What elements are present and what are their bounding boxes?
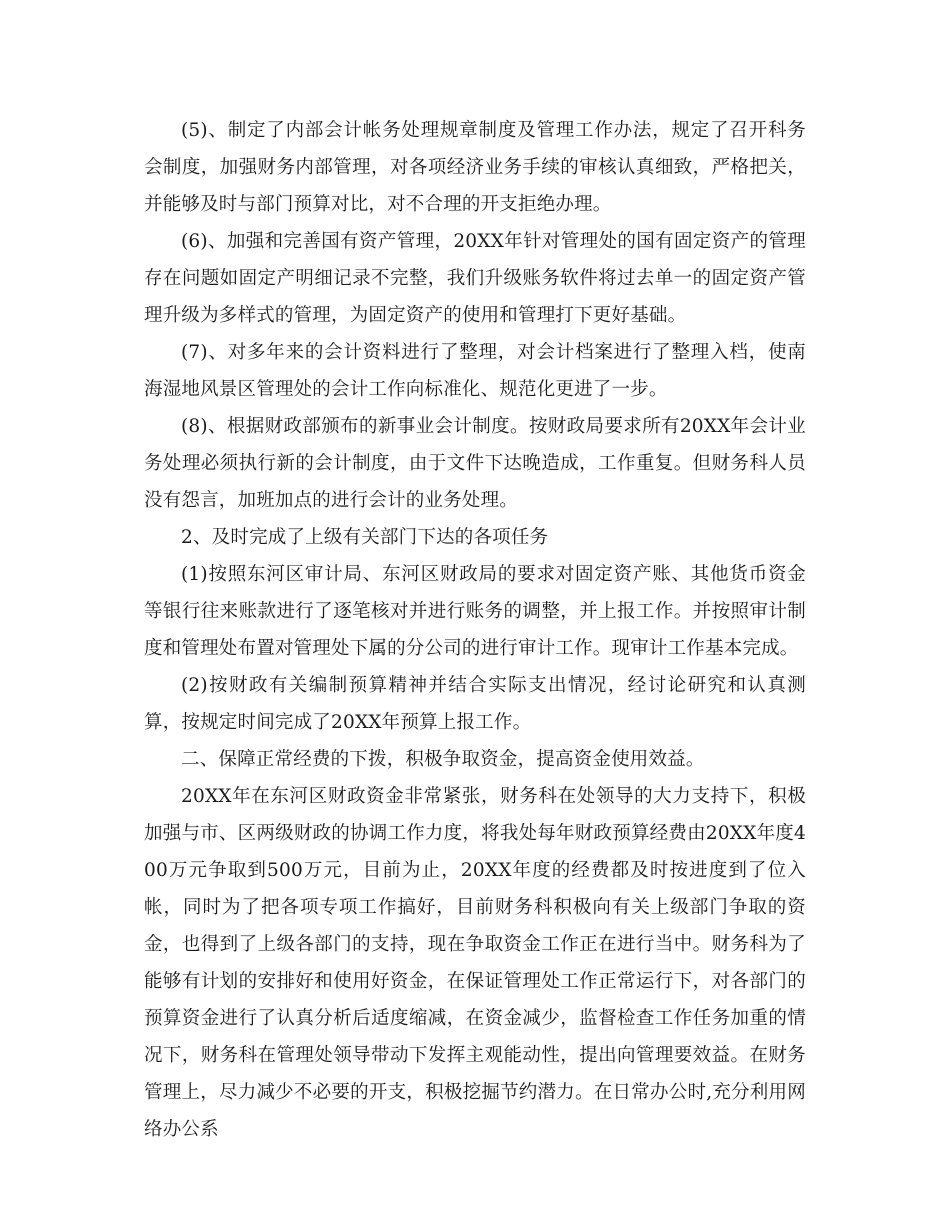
paragraph-item-5: (5)、制定了内部会计帐务处理规章制度及管理工作办法，规定了召开科务会制度，加强财务内部管理，对各项经济业务手续的审核认真细致，严格把关，并能够及时与部门预算对比，对不合理的开支拒绝办理。 <box>144 120 806 215</box>
paragraph-item-8: (8)、根据财政部颁布的新事业会计制度。按财政局要求所有20XX年会计业务处理必须执行新的会计制度，由于文件下达晚造成，工作重复。但财务科人员没有怨言，加班加点的进行会计的业务处理。 <box>144 416 806 511</box>
paragraph-item-7: (7)、对多年来的会计资料进行了整理，对会计档案进行了整理入档，使南海湿地风景区管理处的会计工作向标准化、规范化更进了一步。 <box>144 342 806 400</box>
paragraph-subitem-2: (2)按财政有关编制预算精神并结合实际支出情况，经讨论研究和认真测算，按规定时间完成了20XX年预算上报工作。 <box>144 675 806 733</box>
paragraph-subitem-1: (1)按照东河区审计局、东河区财政局的要求对固定资产账、其他货币资金等银行往来账款进行了逐笔核对并进行账务的调整，并上报工作。并按照审计制度和管理处布置对管理处下属的分公司的进行审计工作。现审计工作基本完成。 <box>144 564 806 659</box>
section-heading-two: 二、保障正常经费的下拨，积极争取资金，提高资金使用效益。 <box>181 749 705 770</box>
body-paragraph-funding: 20XX年在东河区财政资金非常紧张，财务科在处领导的大力支持下，积极加强与市、区两级财政的协调工作力度，将我处每年财政预算经费由20XX年度400万元争取到500万元，目前为止，20XX年度的经费都及时按进度到了位入帐，同时为了把各项专项工作搞好，目前财务科积极向有关上级部门争取的资金，也得到了上级各部门的支持，现在争取资金工作正在进行当中。财务科为了能够有计划的安排好和使用好资金，在保证管理处工作正常运行下，对各部门的预算资金进行了认真分析后适度缩减，在资金减少，监督检查工作任务加重的情况下，财务科在管理处领导带动下发挥主观能动性，提出向管理要效益。在财务管理上，尽力减少不必要的开支，积极挖掘节约潜力。在日常办公时,充分利用网络办公系 <box>144 786 806 1140</box>
section-heading-2: 2、及时完成了上级有关部门下达的各项任务 <box>181 527 549 548</box>
paragraph-item-6: (6)、加强和完善国有资产管理，20XX年针对管理处的国有固定资产的管理存在问题如固定产明细记录不完整，我们升级账务软件将过去单一的固定资产管理升级为多样式的管理，为固定资产的使用和管理打下更好基础。 <box>144 231 806 326</box>
